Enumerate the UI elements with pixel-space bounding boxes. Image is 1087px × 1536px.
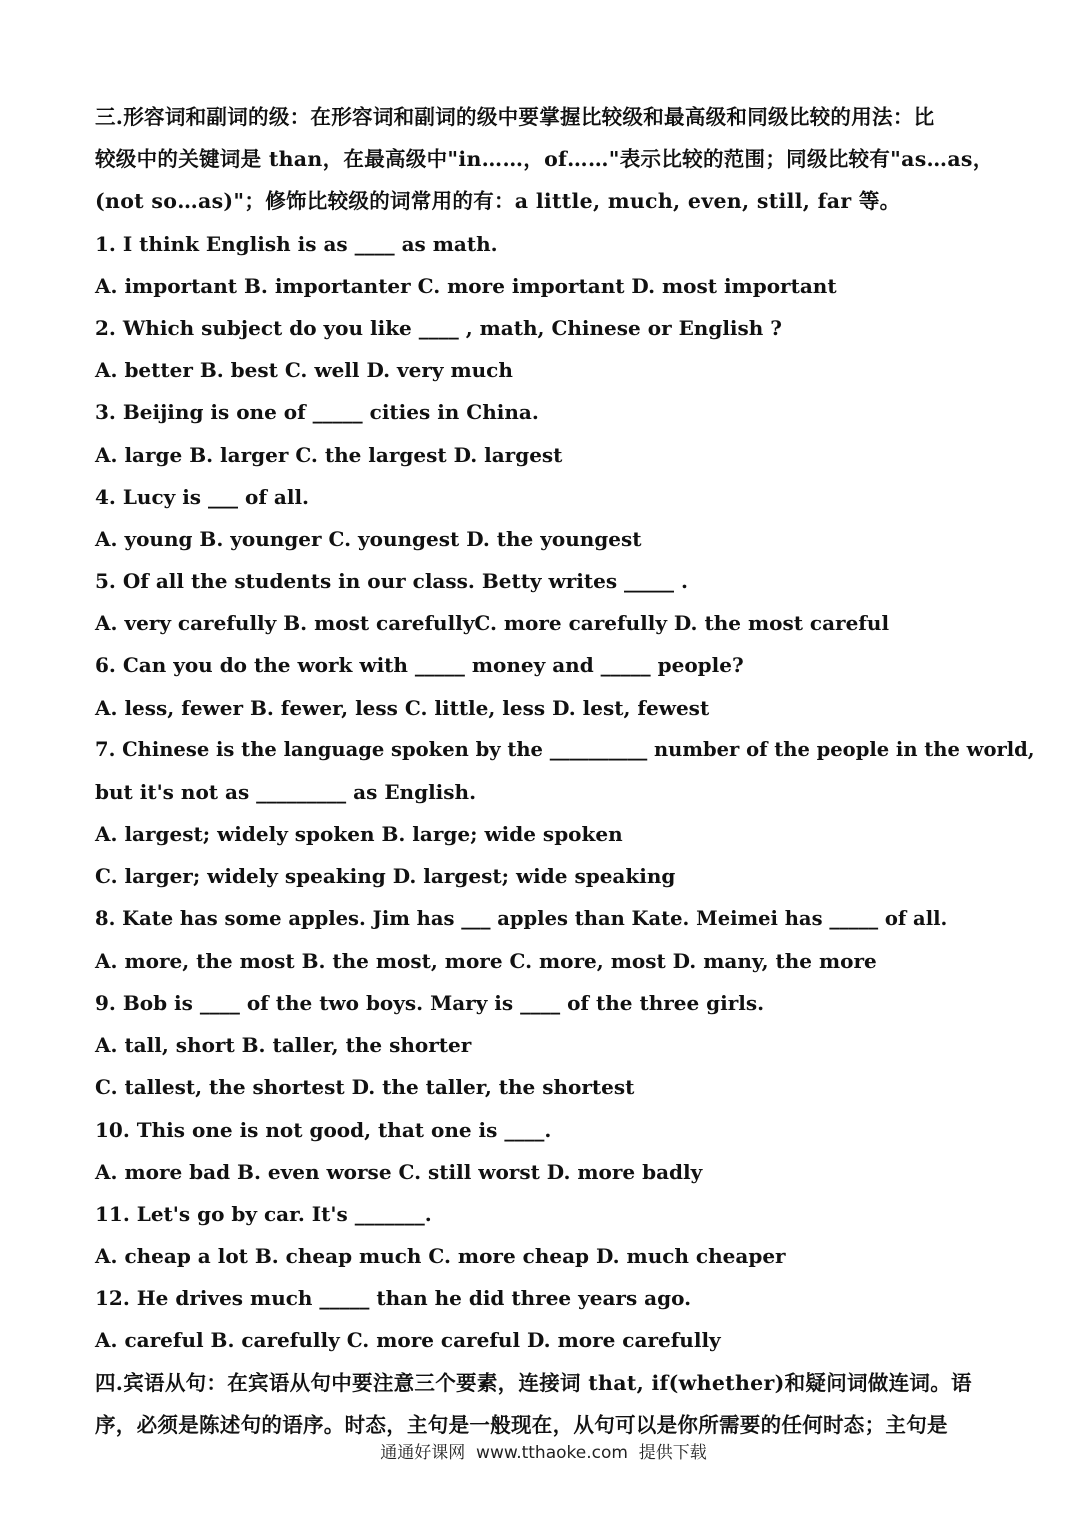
question-7-continued: but it's not as _________ as English. (95, 780, 477, 804)
question-9-options: C. tallest, the shortest D. the taller, the shortest (95, 1075, 635, 1100)
question-6-options: A. less, fewer B. fewer, less C. little, less D. lest, fewest (95, 695, 710, 720)
question-4-options: A. young B. younger C. youngest D. the youngest (95, 526, 642, 551)
question-5-options: A. very carefully B. most carefullyC. more carefully D. the most careful (95, 611, 890, 636)
document-body (95, 96, 1035, 1446)
question-4: 4. Lucy is ___ of all. (95, 484, 310, 509)
question-1-options: A. important B. importanter C. more important D. most important (95, 273, 837, 298)
question-10: 10. This one is not good, that one is ____. (95, 1117, 552, 1142)
section-three-text-line: 较级中的关键词是 than，在最高级中"in……，of……"表示比较的范围；同级比较有"as…as， (95, 147, 994, 172)
question-12: 12. He drives much _____ than he did three years ago. (95, 1286, 692, 1311)
question-9-options: A. tall, short B. taller, the shorter (95, 1033, 472, 1058)
question-1: 1. I think English is as ____ as math. (95, 231, 498, 256)
question-12-options: A. careful B. carefully C. more careful D. more carefully (95, 1328, 721, 1353)
question-3: 3. Beijing is one of _____ cities in China. (95, 400, 539, 425)
question-3-options: A. large B. larger C. the largest D. largest (95, 442, 563, 467)
section-three-text-line: (not so…as)"；修饰比较级的词常用的有：a little, much, even, still, far 等。 (95, 189, 901, 214)
question-7-options: C. larger; widely speaking D. largest; wide speaking (95, 864, 676, 889)
section-four-text-line: 序，必须是陈述句的语序。时态，主句是一般现在，从句可以是你所需要的任何时态；主句是 (95, 1412, 948, 1437)
question-10-options: A. more bad B. even worse C. still worst D. more badly (95, 1159, 703, 1184)
question-11: 11. Let's go by car. It's _______. (95, 1201, 432, 1226)
question-8-options: A. more, the most B. the most, more C. more, most D. many, the more (95, 948, 877, 973)
question-9: 9. Bob is ____ of the two boys. Mary is ____ of the three girls. (95, 990, 765, 1015)
question-7-options: A. largest; widely spoken B. large; wide spoken (95, 822, 623, 847)
question-5: 5. Of all the students in our class. Betty writes _____ . (95, 569, 688, 594)
question-7: 7. Chinese is the language spoken by the __________ number of the people in the world, (95, 737, 1035, 761)
page-footer: 通通好课网 www.tthaoke.com 提供下载 (380, 1443, 707, 1463)
section-three-heading: 三.形容词和副词的级：在形容词和副词的级中要掌握比较级和最高级和同级比较的用法：比 (95, 105, 935, 129)
question-8: 8. Kate has some apples. Jim has ___ apples than Kate. Meimei has _____ of all. (95, 906, 948, 930)
question-2-options: A. better B. best C. well D. very much (95, 358, 513, 383)
question-2: 2. Which subject do you like ____ , math, Chinese or English ? (95, 315, 783, 340)
section-four-heading: 四.宾语从句：在宾语从句中要注意三个要素，连接词 that, if(whether)和疑问词做连词。语 (95, 1370, 972, 1395)
question-6: 6. Can you do the work with _____ money and _____ people? (95, 653, 744, 678)
question-11-options: A. cheap a lot B. cheap much C. more cheap D. much cheaper (95, 1244, 786, 1269)
